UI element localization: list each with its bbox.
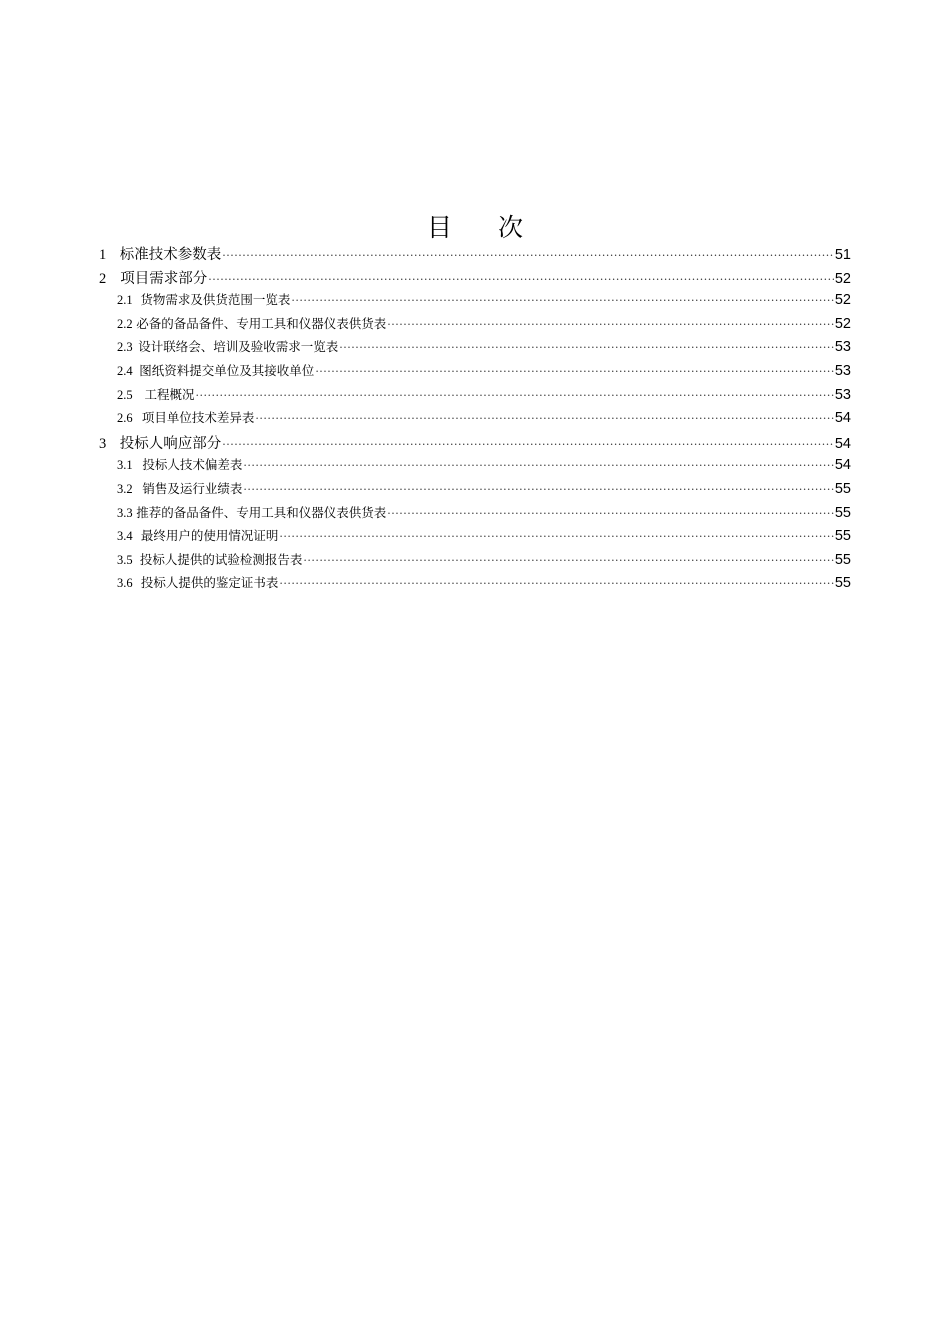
- toc-entry[interactable]: [99, 243, 851, 267]
- toc-leader-dots: [279, 530, 834, 543]
- toc-entry-page-number: 55: [834, 551, 851, 568]
- toc-entry[interactable]: [99, 479, 851, 503]
- toc-leader-dots: [222, 438, 834, 451]
- toc-entry-page-number: 55: [834, 504, 851, 521]
- toc-entry-page-number: 53: [834, 339, 851, 356]
- toc-entry-number: 2.3: [117, 340, 133, 355]
- toc-entry[interactable]: [99, 455, 851, 479]
- toc-entry-page-number: 52: [834, 270, 851, 287]
- toc-entry-title: 图纸资料提交单位及其接收单位: [139, 362, 315, 378]
- toc-entry-title: 标准技术参数表: [119, 247, 222, 263]
- toc-leader-dots: [279, 577, 834, 590]
- toc-leader-dots: [387, 318, 834, 331]
- toc-entry[interactable]: [99, 290, 851, 314]
- toc-entry[interactable]: [99, 432, 851, 456]
- toc-leader-dots: [387, 507, 834, 520]
- toc-entry[interactable]: [99, 361, 851, 385]
- toc-entry-title: 项目单位技术差异表: [141, 410, 255, 426]
- toc-heading-char-2: 次: [498, 213, 524, 242]
- toc-entry-number: 2.1: [117, 293, 133, 308]
- toc-entry[interactable]: [99, 267, 851, 291]
- toc-leader-dots: [303, 554, 834, 567]
- toc-entry-title: 投标人响应部分: [119, 435, 222, 452]
- toc-entry[interactable]: [99, 314, 851, 338]
- toc-entry[interactable]: [99, 573, 851, 597]
- toc-entry[interactable]: [99, 337, 851, 361]
- toc-entry-number: 3.1: [117, 458, 133, 473]
- toc-entry-page-number: 54: [834, 410, 851, 427]
- toc-entry[interactable]: [99, 550, 851, 574]
- toc-entry-title: 投标人提供的试验检测报告表: [139, 551, 303, 567]
- toc-entry-number: 3.2: [117, 481, 133, 496]
- table-of-contents: [99, 243, 851, 597]
- toc-entry-title: 工程概况: [144, 386, 195, 402]
- toc-entry-title: 投标人提供的鉴定证书表: [140, 575, 279, 591]
- toc-leader-dots: [195, 389, 833, 402]
- toc-entry-page-number: 55: [834, 528, 851, 545]
- toc-entry-page-number: 55: [834, 575, 851, 592]
- toc-entry-number: 3.3: [117, 505, 133, 520]
- toc-entry-title: 项目需求部分: [120, 270, 208, 287]
- toc-leader-dots: [339, 341, 834, 354]
- toc-entry-title: 投标人技术偏差表: [142, 457, 243, 473]
- toc-entry-page-number: 55: [834, 480, 851, 497]
- toc-entry-title: 最终用户的使用情况证明: [140, 528, 279, 544]
- toc-leader-dots: [255, 412, 833, 425]
- toc-entry-title: 必备的备品备件、专用工具和仪器仪表供货表: [136, 315, 387, 331]
- toc-entry[interactable]: [99, 408, 851, 432]
- toc-entry-page-number: 53: [834, 362, 851, 379]
- toc-entry-page-number: 54: [834, 457, 851, 474]
- toc-entry-number: 3.4: [117, 529, 133, 544]
- toc-entry-number: 2.5: [117, 387, 133, 402]
- toc-entry-page-number: 54: [834, 435, 851, 452]
- toc-leader-dots: [291, 294, 834, 307]
- toc-leader-dots: [315, 365, 834, 378]
- toc-entry-number: 1: [99, 247, 107, 263]
- toc-entry-number: 2.6: [117, 411, 133, 426]
- toc-entry-page-number: 52: [834, 292, 851, 309]
- toc-leader-dots: [243, 459, 833, 472]
- toc-heading: [0, 210, 950, 246]
- toc-entry-number: 3: [99, 435, 107, 452]
- toc-leader-dots: [208, 273, 834, 286]
- toc-entry-page-number: 52: [834, 315, 851, 332]
- toc-entry-title: 货物需求及供货范围一览表: [140, 292, 291, 308]
- toc-entry-number: 2.2: [117, 316, 133, 331]
- toc-entry-page-number: 51: [834, 247, 851, 263]
- toc-entry-title: 销售及运行业绩表: [142, 480, 243, 496]
- toc-entry-title: 推荐的备品备件、专用工具和仪器仪表供货表: [136, 504, 387, 520]
- toc-leader-dots: [243, 483, 833, 496]
- toc-entry-title: 设计联络会、培训及验收需求一览表: [138, 339, 339, 355]
- toc-entry[interactable]: [99, 503, 851, 527]
- toc-entry[interactable]: [99, 385, 851, 409]
- toc-entry-number: 3.5: [117, 552, 133, 567]
- toc-entry-number: 2.4: [117, 363, 133, 378]
- toc-heading-char-1: 目: [426, 213, 452, 242]
- toc-entry[interactable]: [99, 526, 851, 550]
- toc-entry-number: 3.6: [117, 576, 133, 591]
- toc-leader-dots: [222, 249, 834, 262]
- toc-entry-page-number: 53: [834, 386, 851, 403]
- toc-entry-number: 2: [99, 270, 107, 287]
